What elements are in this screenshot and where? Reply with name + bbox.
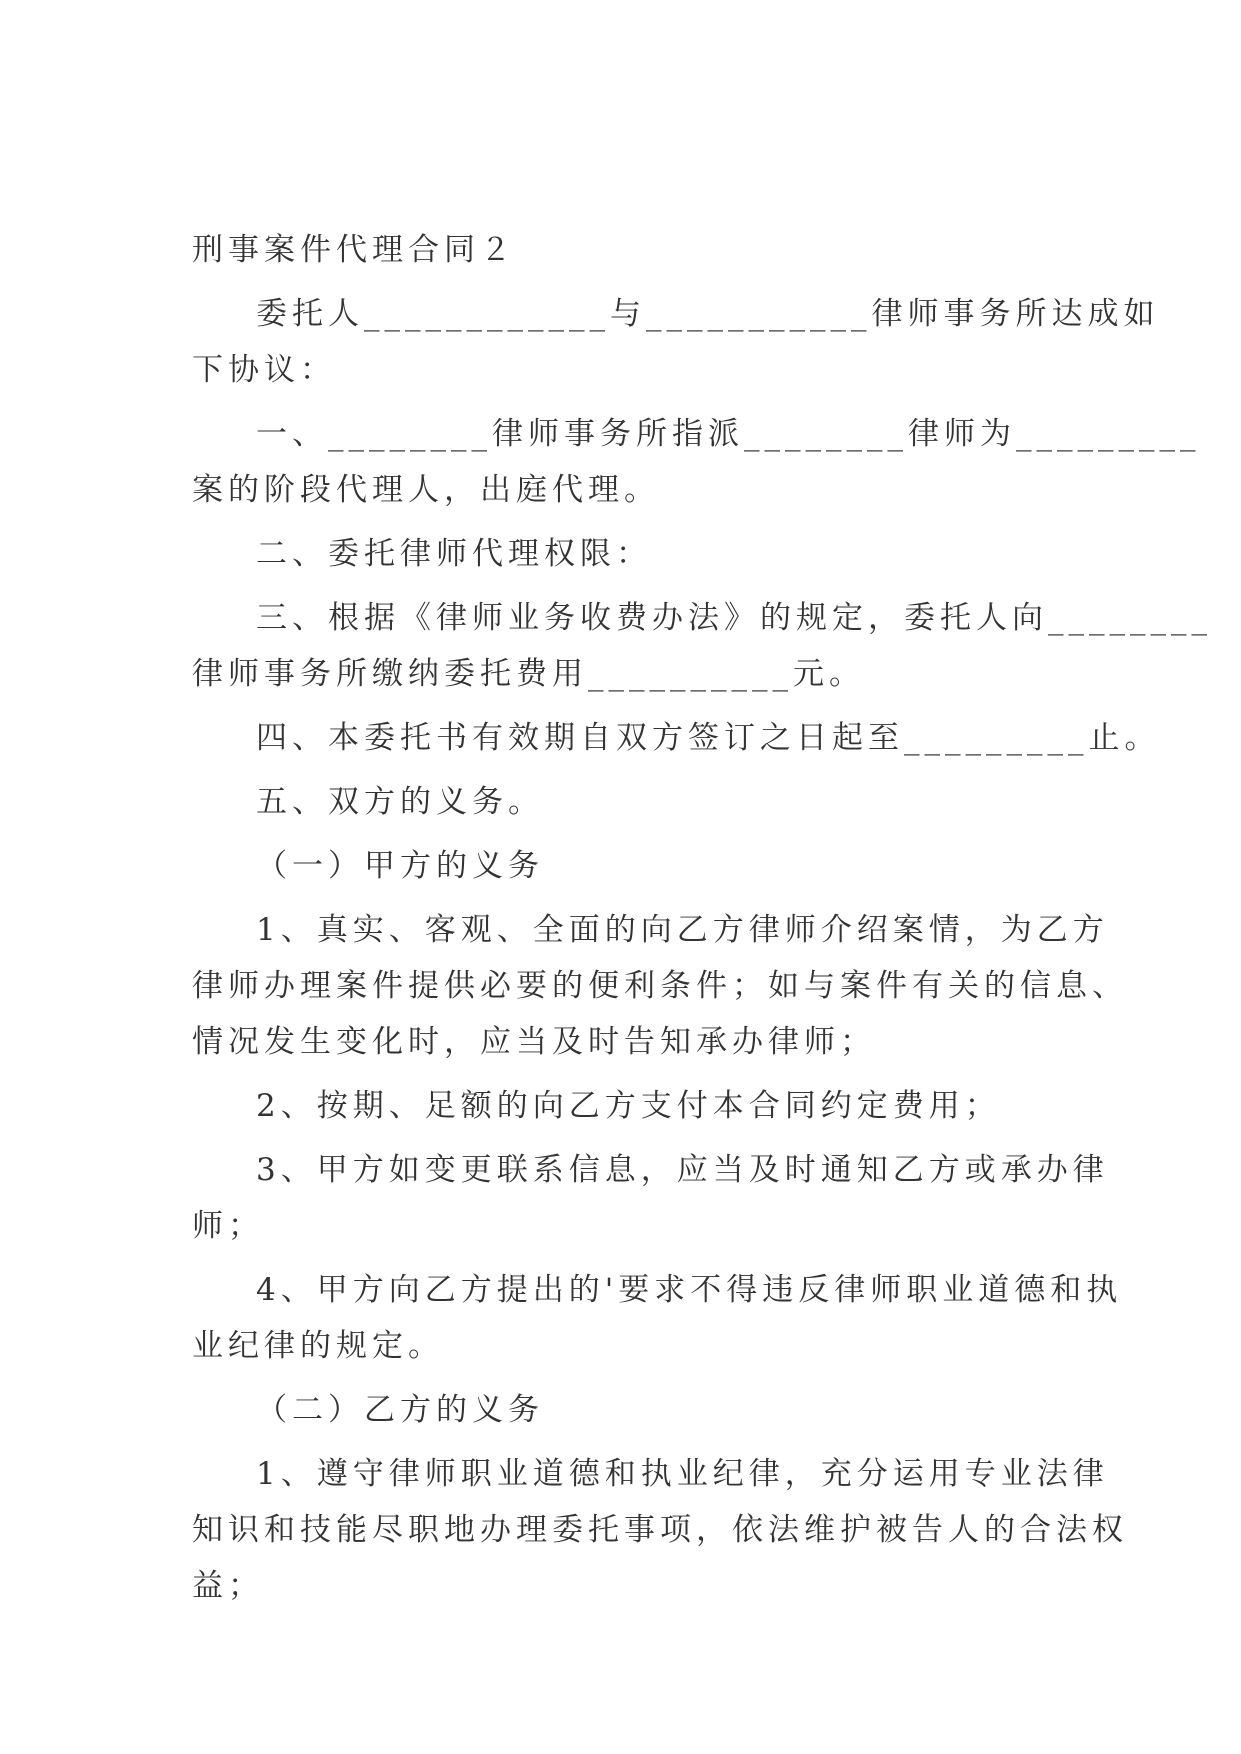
paragraph-line: 律师办理案件提供必要的便利条件；如与案件有关的信息、	[192, 968, 1128, 1004]
paragraph-line: 委托人____________与___________律师事务所达成如	[256, 296, 1160, 332]
paragraph-line: 三、根据《律师业务收费办法》的规定，委托人向________	[256, 600, 1212, 636]
paragraph-line: 业纪律的规定。	[192, 1328, 444, 1364]
paragraph-line: 知识和技能尽职地办理委托事项，依法维护被告人的合法权	[192, 1512, 1128, 1548]
document-body	[192, 222, 1212, 1614]
section-heading: （一）甲方的义务	[256, 848, 544, 884]
paragraph-line: 4、甲方向乙方提出的'要求不得违反律师职业道德和执	[256, 1272, 1123, 1308]
paragraph-line: 案的阶段代理人，出庭代理。	[192, 472, 660, 508]
paragraph-line: 四、本委托书有效期自双方签订之日起至_________止。	[256, 720, 1161, 756]
paragraph-line: 师；	[192, 1208, 264, 1244]
paragraph-line: 益；	[192, 1568, 264, 1604]
paragraph-line: 下协议：	[192, 352, 336, 388]
paragraph-line: 二、委托律师代理权限：	[256, 536, 652, 572]
paragraph-line: 一、________律师事务所指派________律师为_________	[256, 416, 1201, 452]
paragraph-line: 1、真实、客观、全面的向乙方律师介绍案情，为乙方	[256, 912, 1109, 948]
paragraph-line: 2、按期、足额的向乙方支付本合同约定费用；	[256, 1088, 1001, 1124]
paragraph-line: 3、甲方如变更联系信息，应当及时通知乙方或承办律	[256, 1152, 1109, 1188]
paragraph-line: 五、双方的义务。	[256, 784, 544, 820]
document-title: 刑事案件代理合同２	[192, 232, 516, 268]
paragraph-line: 情况发生变化时，应当及时告知承办律师；	[192, 1024, 876, 1060]
section-heading: （二）乙方的义务	[256, 1392, 544, 1428]
paragraph-line: 1、遵守律师职业道德和执业纪律，充分运用专业法律	[256, 1456, 1109, 1492]
paragraph-line: 律师事务所缴纳委托费用__________元。	[192, 656, 865, 692]
